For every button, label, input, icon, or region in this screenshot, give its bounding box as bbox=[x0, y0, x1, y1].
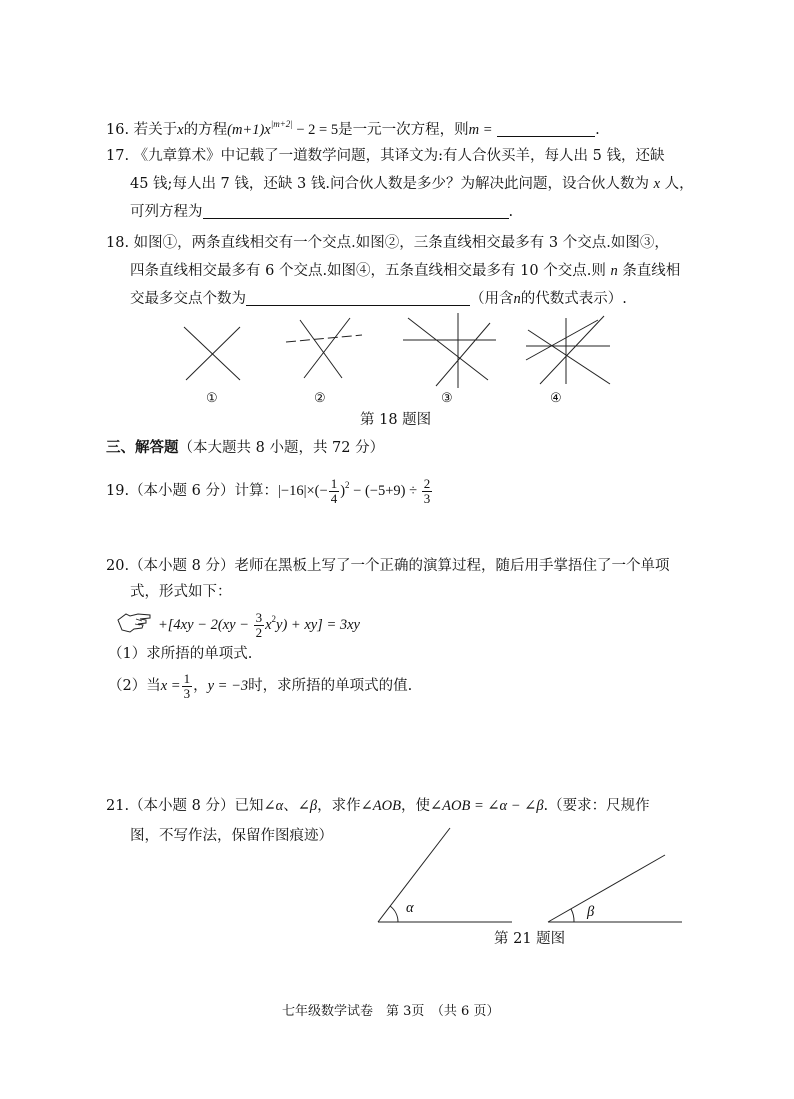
q18-line3b: （用含 bbox=[470, 291, 514, 307]
q21-equation: ∠AOB = ∠α − ∠β bbox=[430, 798, 544, 814]
q21-angle-beta: ∠β bbox=[297, 798, 318, 814]
q20-expr-3: y) + xy] = 3xy bbox=[276, 617, 360, 633]
q21-number: 21. bbox=[106, 798, 130, 814]
q19-expr-2: ) bbox=[340, 483, 346, 499]
q17-number: 17. bbox=[106, 148, 130, 164]
q21-text-3: .（要求：尺规作 bbox=[543, 798, 650, 814]
page-footer: 七年级数学试卷 第 3页 （共 6 页） bbox=[282, 1004, 500, 1019]
q17-var-x: x bbox=[653, 176, 660, 192]
q19-points: （本小题 6 分）计算： bbox=[129, 483, 279, 499]
q21-aob: ∠AOB bbox=[360, 798, 401, 814]
q18-line1: 如图①，两条直线相交有一个交点.如图②，三条直线相交最多有 3 个交点.如图③， bbox=[133, 235, 669, 251]
q19-expr-1: |−16|×(− bbox=[278, 483, 328, 499]
q16-var-m: m = bbox=[468, 122, 493, 138]
q20-line2: 式，形式如下： bbox=[130, 584, 232, 600]
fig3-label: ③ bbox=[441, 390, 453, 405]
q16-expression-tail: − 2 = 5 bbox=[292, 122, 339, 138]
beta-label: β bbox=[587, 904, 595, 920]
fig2-label: ② bbox=[314, 390, 326, 405]
q18-number: 18. bbox=[106, 235, 130, 251]
q18-var-n: n bbox=[610, 263, 618, 279]
alpha-side-ray bbox=[378, 828, 450, 922]
alpha-arc bbox=[390, 906, 398, 922]
q17-line2: 45 钱;每人出 7 钱，还缺 3 钱.问合伙人数是多少？为解决此问题，设合伙人数为 bbox=[130, 176, 649, 192]
q21-line2: 图，不写作法，保留作图痕迹） bbox=[130, 828, 333, 844]
q18-line3: 交最多交点个数为 bbox=[130, 291, 246, 307]
q20-part-2-c: 时，求所捂的单项式的值. bbox=[248, 678, 413, 694]
q20-part-1: （1）求所捂的单项式. bbox=[108, 646, 253, 662]
q17-period: . bbox=[508, 204, 514, 220]
q18-line2a: 四条直线相交最多有 6 个交点.如图④，五条直线相交最多有 10 个交点.则 bbox=[130, 263, 606, 279]
section-title: 三、解答题 bbox=[106, 439, 179, 456]
q16-text: 的方程 bbox=[183, 122, 228, 138]
q16-text: 若关于 bbox=[133, 122, 178, 138]
q21-points: （本小题 8 分）已知 bbox=[129, 798, 264, 814]
q19-number: 19. bbox=[106, 483, 130, 499]
q19-fraction-1-den: 4 bbox=[330, 490, 338, 506]
q18-var-n2: n bbox=[513, 291, 521, 307]
q20-number: 20. bbox=[106, 558, 130, 574]
beta-arc bbox=[571, 909, 574, 922]
q19-square: 2 bbox=[345, 480, 350, 490]
q20-fraction-den: 2 bbox=[255, 624, 263, 640]
q21-angle-alpha: ∠α bbox=[263, 798, 284, 814]
q16-expression: (m+1)x bbox=[227, 122, 271, 138]
q16-period: . bbox=[595, 122, 600, 138]
fig4-label: ④ bbox=[550, 390, 562, 405]
q21-text-2: ，使 bbox=[401, 798, 430, 814]
q19-fraction-1-num: 1 bbox=[330, 475, 338, 491]
q21-separator: 、 bbox=[283, 798, 298, 814]
beta-side-ray bbox=[548, 855, 665, 922]
q20-fraction-2-den: 3 bbox=[183, 685, 191, 701]
q18-line3c: 的代数式表示）. bbox=[520, 291, 627, 307]
q16-number: 16. bbox=[106, 122, 130, 138]
q16-exponent: |m+2| bbox=[270, 119, 293, 129]
q19-fraction-2-den: 3 bbox=[423, 490, 431, 506]
q19-expr-3: − (−5+9) ÷ bbox=[349, 483, 421, 499]
q20-y-eq: y = −3 bbox=[207, 678, 249, 694]
q17-line2b: 人， bbox=[664, 176, 694, 192]
q16-text: 是一元一次方程，则 bbox=[338, 122, 469, 138]
section-subtitle: （本大题共 8 小题，共 72 分） bbox=[178, 440, 385, 456]
q20-fraction-2-num: 1 bbox=[183, 670, 191, 686]
q21-text-1: ，求作 bbox=[317, 798, 361, 814]
fig1-label: ① bbox=[206, 390, 218, 405]
q20-expr-1: +[4xy − 2(xy − bbox=[158, 617, 253, 633]
q16-var-x: x bbox=[177, 122, 184, 138]
q18-line2b: 条直线相 bbox=[622, 263, 681, 279]
q20-part-2-b: ， bbox=[193, 678, 208, 694]
q20-x-eq: x = bbox=[160, 678, 181, 694]
q17-line3: 可列方程为 bbox=[130, 204, 203, 220]
q18-caption: 第 18 题图 bbox=[360, 412, 432, 428]
q20-square: 2 bbox=[271, 614, 277, 624]
q17-line1: 《九章算术》中记载了一道数学问题，其译文为:有人合伙买羊，每人出 5 钱，还缺 bbox=[133, 148, 665, 164]
q20-fraction-num: 3 bbox=[255, 609, 263, 625]
q21-caption: 第 21 题图 bbox=[494, 931, 566, 947]
q20-points: （本小题 8 分）老师在黑板上写了一个正确的演算过程，随后用手掌捂住了一个单项 bbox=[129, 558, 670, 574]
q19-fraction-2-num: 2 bbox=[423, 475, 431, 491]
q20-expr-2: x bbox=[265, 617, 272, 633]
q20-part-2-a: （2）当 bbox=[108, 678, 161, 694]
alpha-label: α bbox=[406, 900, 414, 916]
